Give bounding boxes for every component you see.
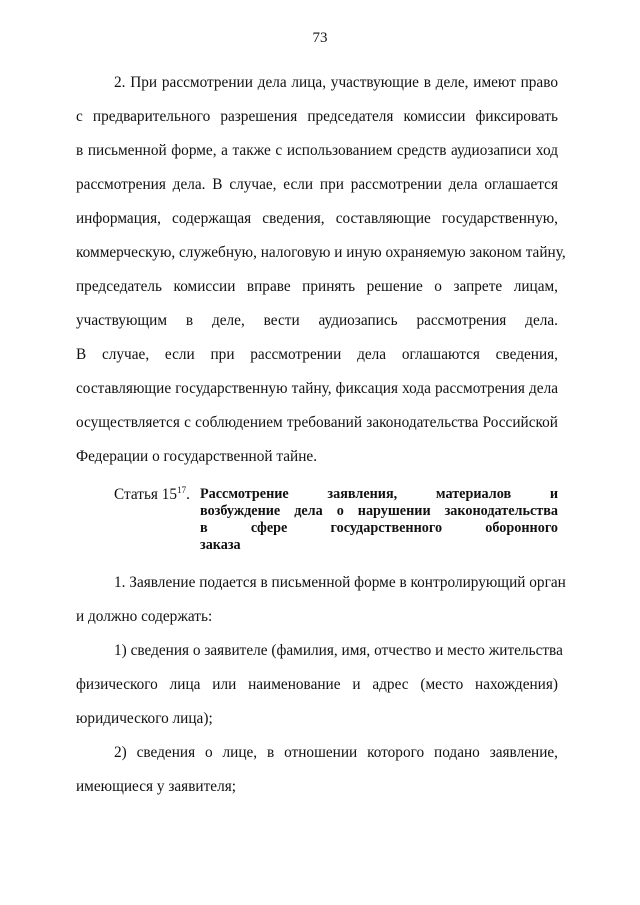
text-line: составляющие государственную тайну, фиксация хода рассмотрения дела bbox=[76, 380, 558, 397]
text-line: юридического лица); bbox=[76, 710, 213, 727]
text-line: рассмотрения дела. В случае, если при рассмотрении дела оглашается bbox=[76, 176, 558, 193]
text-line: В случае, если при рассмотрении дела оглашаются сведения, bbox=[76, 346, 558, 363]
page-number: 73 bbox=[312, 30, 328, 46]
text-line: и должно содержать: bbox=[76, 608, 213, 625]
text-line: председатель комиссии вправе принять решение о запрете лицам, bbox=[76, 278, 558, 295]
text-line: с предварительного разрешения председателя комиссии фиксировать bbox=[76, 108, 558, 125]
text-line: в письменной форме, а также с использованием средств аудиозаписи ход bbox=[76, 142, 558, 159]
paragraph-applicant-info bbox=[76, 634, 563, 736]
text-line: 2) сведения о лице, в отношении которого подано заявление, bbox=[114, 744, 558, 761]
paragraph-respondent-info bbox=[76, 736, 558, 804]
text-line: 1. Заявление подается в письменной форме в контролирующий орган bbox=[114, 574, 566, 591]
article-heading bbox=[114, 486, 558, 554]
article-title bbox=[200, 486, 558, 554]
article-title-line: заказа bbox=[200, 537, 241, 553]
text-line: осуществляется с соблюдением требований законодательства Российской bbox=[76, 414, 558, 431]
text-line: 1) сведения о заявителе (фамилия, имя, отчество и место жительства bbox=[114, 642, 563, 659]
paragraph-application-form bbox=[76, 566, 566, 634]
article-title-line: возбуждение дела о нарушении законодательства bbox=[200, 503, 558, 519]
article-label bbox=[114, 486, 190, 503]
article-title-line: Рассмотрение заявления, материалов и bbox=[200, 486, 558, 502]
text-line: коммерческую, служебную, налоговую и иную охраняемую законом тайну, bbox=[76, 244, 566, 261]
text-line: Федерации о государственной тайне. bbox=[76, 448, 318, 465]
text-line: физического лица или наименование и адрес (место нахождения) bbox=[76, 676, 558, 693]
text-line: 2. При рассмотрении дела лица, участвующие в деле, имеют право bbox=[114, 74, 558, 91]
article-label-text: Статья 15 bbox=[114, 486, 178, 503]
text-line: информация, содержащая сведения, составляющие государственную, bbox=[76, 210, 558, 227]
text-line: имеющиеся у заявителя; bbox=[76, 778, 237, 795]
article-title-line: в сфере государственного оборонного bbox=[200, 520, 558, 536]
text-line: участвующим в деле, вести аудиозапись рассмотрения дела. bbox=[76, 312, 558, 329]
article-label-suffix: . bbox=[186, 486, 190, 503]
article-label-superscript: 17 bbox=[177, 485, 187, 495]
paragraph-hearing-recording bbox=[76, 66, 566, 474]
